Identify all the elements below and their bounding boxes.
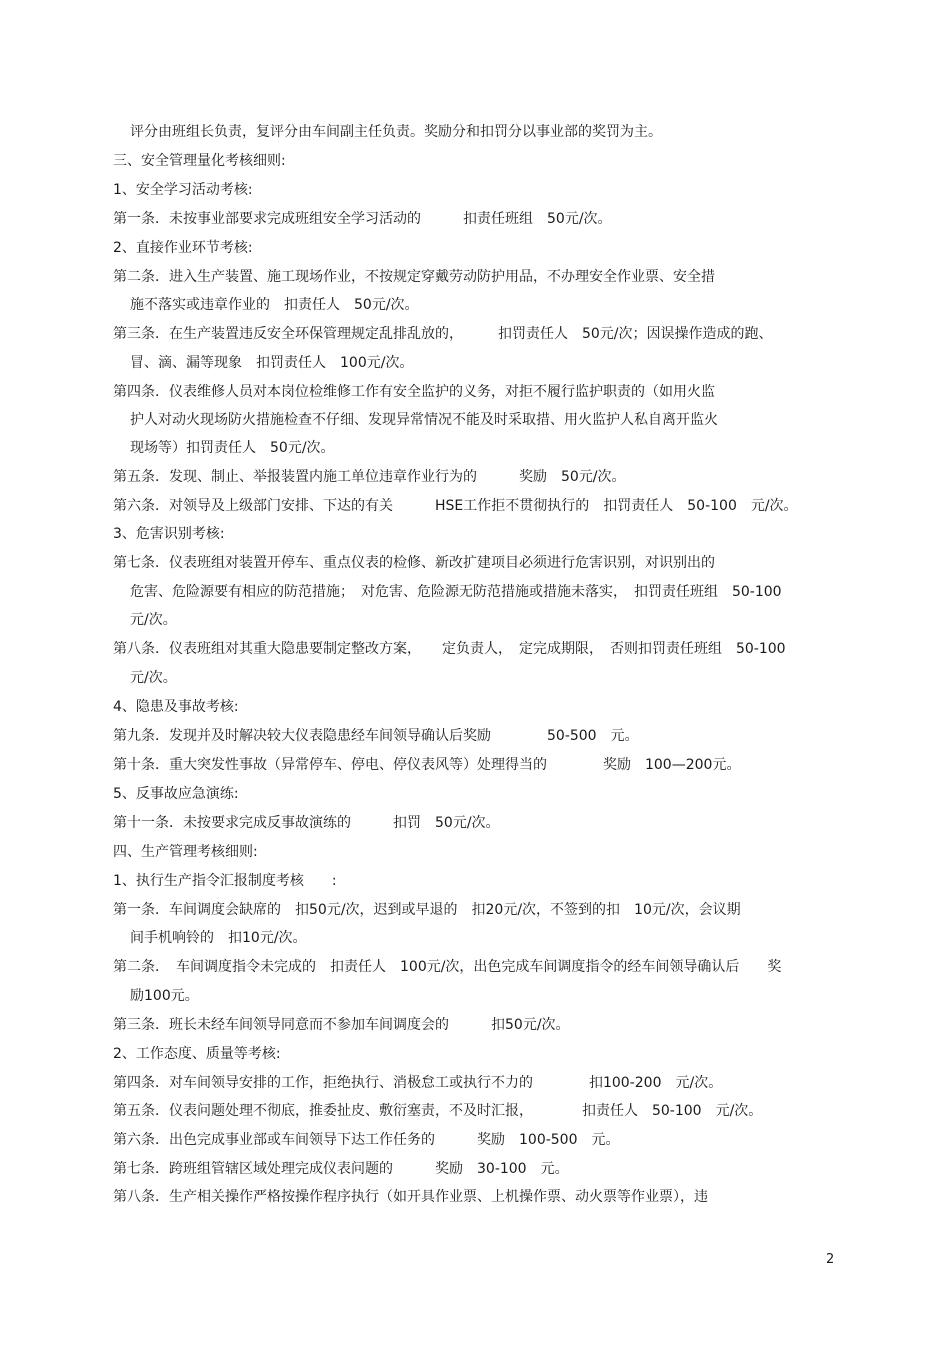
subsection-heading: 1、执行生产指令汇报制度考核 : bbox=[113, 873, 337, 889]
article-continuation: 施不落实或违章作业的 扣责任人 50元/次。 bbox=[130, 297, 419, 313]
article-continuation: 冒、滴、漏等现象 扣罚责任人 100元/次。 bbox=[130, 355, 414, 371]
article-line: 第九条．发现并及时解决较大仪表隐患经车间领导确认后奖励 50-500 元。 bbox=[113, 728, 639, 744]
article-line: 第二条． 车间调度指令未完成的 扣责任人 100元/次，出色完成车间调度指令的经车间领导确认后 奖 bbox=[113, 959, 782, 975]
article-line: 第五条．仪表问题处理不彻底，推委扯皮、敷衍塞责，不及时汇报， 扣责任人 50-100 元/次。 bbox=[113, 1103, 763, 1119]
article-continuation: 现场等）扣罚责任人 50元/次。 bbox=[130, 440, 335, 456]
subsection-heading: 2、直接作业环节考核: bbox=[113, 240, 253, 256]
article-line: 第六条．对领导及上级部门安排、下达的有关 HSE工作拒不贯彻执行的 扣罚责任人 50-100 元/次。 bbox=[113, 498, 798, 514]
section-heading: 三、安全管理量化考核细则: bbox=[113, 153, 286, 169]
article-line: 第三条．班长未经车间领导同意而不参加车间调度会的 扣50元/次。 bbox=[113, 1017, 570, 1033]
article-line: 第七条．仪表班组对装置开停车、重点仪表的检修、新改扩建项目必须进行危害识别，对识别出的 bbox=[113, 555, 715, 571]
subsection-heading: 5、反事故应急演练: bbox=[113, 786, 239, 802]
subsection-heading: 4、隐患及事故考核: bbox=[113, 699, 239, 715]
article-line: 第十条．重大突发性事故（异常停车、停电、停仪表风等）处理得当的 奖励 100—200元。 bbox=[113, 757, 741, 773]
article-line: 第五条．发现、制止、举报装置内施工单位违章作业行为的 奖励 50元/次。 bbox=[113, 469, 626, 485]
article-line: 第二条．进入生产装置、施工现场作业，不按规定穿戴劳动防护用品，不办理安全作业票、安全措 bbox=[113, 269, 715, 285]
article-continuation: 护人对动火现场防火措施检查不仔细、发现异常情况不能及时采取措、用火监护人私自离开监火 bbox=[130, 412, 718, 428]
article-line: 第八条．仪表班组对其重大隐患要制定整改方案， 定负责人， 定完成期限， 否则扣罚责任班组 50-100 bbox=[113, 641, 786, 657]
article-line: 第十一条．未按要求完成反事故演练的 扣罚 50元/次。 bbox=[113, 815, 500, 831]
page-number: 2 bbox=[826, 1252, 835, 1267]
article-line: 第一条．车间调度会缺席的 扣50元/次，迟到或早退的 扣20元/次，不签到的扣 10元/次，会议期 bbox=[113, 902, 741, 918]
article-continuation: 励100元。 bbox=[130, 988, 199, 1004]
section-heading: 四、生产管理考核细则: bbox=[113, 844, 258, 860]
article-line: 第一条．未按事业部要求完成班组安全学习活动的 扣责任班组 50元/次。 bbox=[113, 211, 612, 227]
subsection-heading: 1、安全学习活动考核: bbox=[113, 182, 253, 198]
article-continuation: 间手机响铃的 扣10元/次。 bbox=[130, 930, 307, 946]
article-line: 第四条．仪表维修人员对本岗位检维修工作有安全监护的义务，对拒不履行监护职责的（如用火监 bbox=[113, 384, 715, 400]
text-line: 评分由班组长负责，复评分由车间副主任负责。奖励分和扣罚分以事业部的奖罚为主。 bbox=[130, 124, 662, 140]
article-line: 第三条．在生产装置违反安全环保管理规定乱排乱放的， 扣罚责任人 50元/次；因误操作造成的跑、 bbox=[113, 326, 773, 342]
article-line: 第六条．出色完成事业部或车间领导下达工作任务的 奖励 100-500 元。 bbox=[113, 1132, 620, 1148]
subsection-heading: 3、危害识别考核: bbox=[113, 526, 225, 542]
article-continuation: 元/次。 bbox=[130, 612, 177, 628]
article-line: 第四条．对车间领导安排的工作，拒绝执行、消极怠工或执行不力的 扣100-200 元/次。 bbox=[113, 1075, 723, 1091]
article-continuation: 元/次。 bbox=[130, 670, 177, 686]
article-line: 第八条．生产相关操作严格按操作程序执行（如开具作业票、上机操作票、动火票等作业票），违 bbox=[113, 1189, 708, 1205]
subsection-heading: 2、工作态度、质量等考核: bbox=[113, 1046, 281, 1062]
article-continuation: 危害、危险源要有相应的防范措施； 对危害、危险源无防范措施或措施未落实， 扣罚责任班组 50-100 bbox=[130, 584, 782, 600]
article-line: 第七条．跨班组管辖区域处理完成仪表问题的 奖励 30-100 元。 bbox=[113, 1161, 569, 1177]
